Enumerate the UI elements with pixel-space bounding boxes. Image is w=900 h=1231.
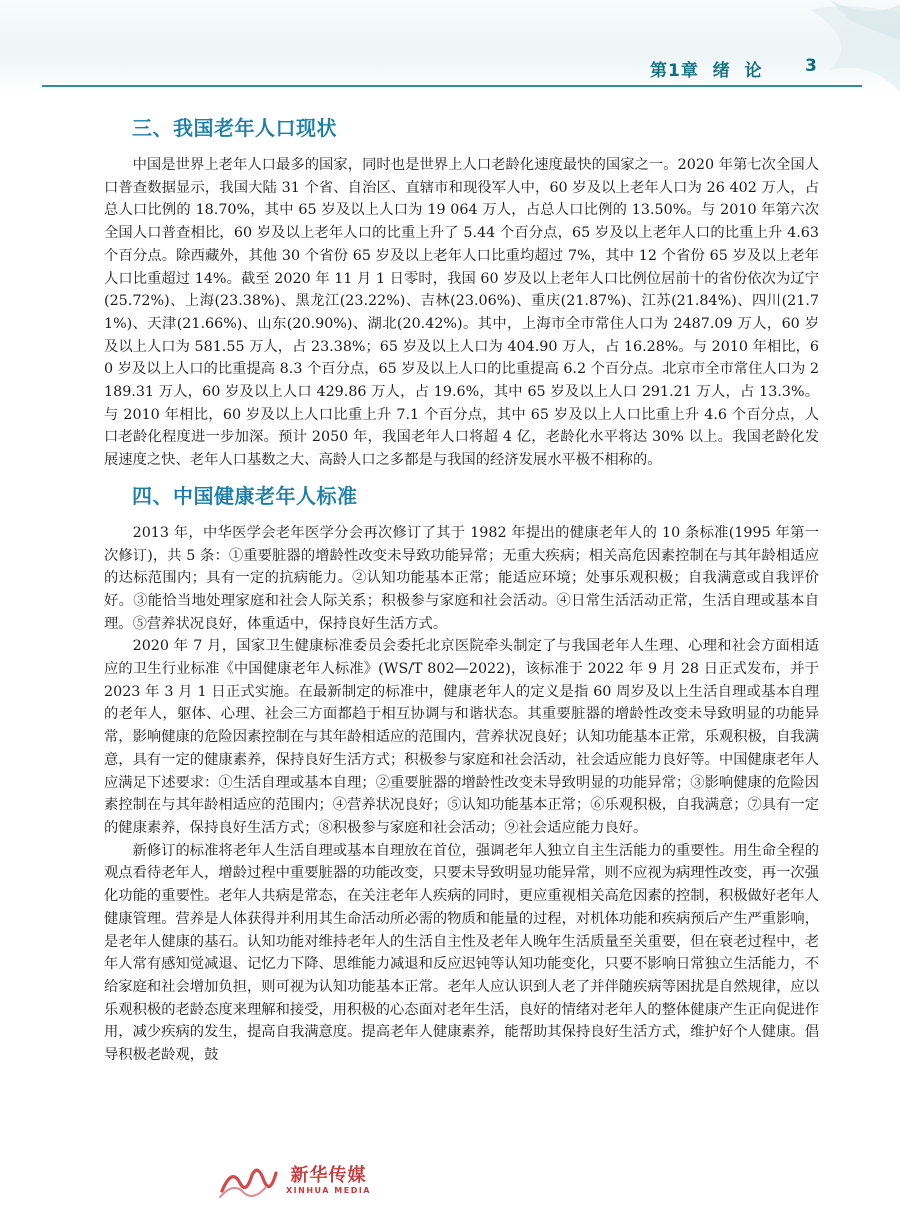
chapter-title: 第1章 绪 论 [650,61,763,81]
logo-english-name: XINHUA MEDIA [286,1186,371,1195]
logo-text [286,1166,371,1196]
page-header-band [0,0,900,92]
logo-chinese-name: 新华传媒 [290,1165,367,1186]
main-content [104,110,819,1067]
header-decoration-icon [790,0,900,92]
xinhua-swirl-logo-icon [218,1161,280,1201]
page-number: 3 [805,56,817,76]
paragraph: 2013 年，中华医学会老年医学分会再次修订了其于 1982 年提出的健康老年人的 10 条标准(1995 年第一次修订)，共 5 条：①重要脏器的增龄性改变未导致功能异常；无重大疾病；相关高危因素控制在与其年龄相适应的达标范围内；具有一定的抗病能力。②认知功能基本正常；能适应环境；处事乐观积极；自我满意或自我评价好。③能恰当地处理家庭和社会人际关系；积极参与家庭和社会活动。④日常生活活动正常，生活自理或基本自理。⑤营养状况良好，体重适中，保持良好生活方式。 [104,524,819,632]
header-divider [42,85,862,87]
section-heading-elderly-population: 三、我国老年人口现状 [132,116,337,140]
publisher-logo [218,1158,371,1204]
paragraph: 中国是世界上老年人口最多的国家，同时也是世界上人口老龄化速度最快的国家之一。2020 年第七次全国人口普查数据显示，我国大陆 31 个省、自治区、直辖市和现役军人中，60 岁及以上老年人口为 26 402 万人，占总人口比例的 18.70%，其中 65 岁及以上人口为 19 064 万人，占总人口比例的 13.50%。与 2010 年第六次全国人口普查相比，60 岁及以上老年人口的比重上升了 5.44 个百分点，65 岁及以上老年人口的比重上升 4.63 个百分点。除西藏外，其他 30 个省份 65 岁及以上老年人口比重均超过 7%，其中 12 个省份 65 岁及以上老年人口比重超过 14%。截至 2020 年 11 月 1 日零时，我国 60 岁及以上老年人口比例位居前十的省份依次为辽宁(25.72%)、上海(23.38%)、黑龙江(23.22%)、吉林(23.06%)、重庆(21.87%)、江苏(21.84%)、四川(21.71%)、天津(21.66%)、山东(20.90%)、湖北(20.42%)。其中，上海市全市常住人口为 2487.09 万人，60 岁及以上人口为 581.55 万人，占 23.38%；65 岁及以上人口为 404.90 万人，占 16.28%。与 2010 年相比，60 岁及以上人口的比重提高 8.3 个百分点，65 岁及以上人口的比重提高 6.2 个百分点。北京市全市常住人口为 2189.31 万人，60 岁及以上人口 429.86 万人，占 19.6%，其中 65 岁及以上人口 291.21 万人，占 13.3%。与 2010 年相比，60 岁及以上人口比重上升 7.1 个百分点，其中 65 岁及以上人口比重上升 4.6 个百分点，人口老龄化程度进一步加深。预计 2050 年，我国老年人口将超 4 亿，老龄化水平将达 30% 以上。我国老龄化发展速度之快、老年人口基数之大、高龄人口之多都是与我国的经济发展水平极不相称的。 [104,157,819,469]
section-heading-health-standard: 四、中国健康老年人标准 [132,483,358,508]
paragraph: 新修订的标准将老年人生活自理或基本自理放在首位，强调老年人独立自主生活能力的重要性。用生命全程的观点看待老年人，增龄过程中重要脏器的功能改变，只要未导致明显功能异常，则不应视为病理性改变，再一次强化功能的重要性。老年人共病是常态，在关注老年人疾病的同时，更应重视相关高危因素的控制，积极做好老年人健康管理。营养是人体获得并利用其生命活动所必需的物质和能量的过程，对机体功能和疾病预后产生严重影响，是老年人健康的基石。认知功能对维持老年人的生活自主性及老年人晚年生活质量至关重要，但在衰老过程中，老年人常有感知觉减退、记忆力下降、思维能力减退和反应迟钝等认知功能变化，只要不影响日常独立生活能力，不给家庭和社会增加负担，则可视为认知功能基本正常。老年人应认识到人老了并伴随疾病等困扰是自然规律，应以乐观积极的老龄态度来理解和接受，用积极的心态面对老年生活，良好的情绪对老年人的整体健康产生正向促进作用，减少疾病的发生，提高自我满意度。提高老年人健康素养，能帮助其保持良好生活方式，维护好个人健康。倡导积极老龄观，鼓 [104,842,819,1064]
paragraph: 2020 年 7 月，国家卫生健康标准委员会委托北京医院牵头制定了与我国老年人生理、心理和社会方面相适应的卫生行业标准《中国健康老年人标准》(WS/T 802—2022)，该标准于 2022 年 9 月 28 日正式发布，并于 2023 年 3 月 1 日正式实施。在最新制定的标准中，健康老年人的定义是指 60 周岁及以上生活自理或基本自理的老年人，躯体、心理、社会三方面都趋于相互协调与和谐状态。其重要脏器的增龄性改变未导致明显的功能异常，影响健康的危险因素控制在与其年龄相适应的范围内，营养状况良好；认知功能基本正常，乐观积极，自我满意，具有一定的健康素养，保持良好生活方式；积极参与家庭和社会活动，社会适应能力良好等。中国健康老年人应满足下述要求：①生活自理或基本自理；②重要脏器的增龄性改变未导致明显的功能异常；③影响健康的危险因素控制在与其年龄相适应的范围内；④营养状况良好；⑤认知功能基本正常；⑥乐观积极，自我满意；⑦具有一定的健康素养，保持良好生活方式；⑧积极参与家庭和社会活动；⑨社会适应能力良好。 [104,638,819,836]
